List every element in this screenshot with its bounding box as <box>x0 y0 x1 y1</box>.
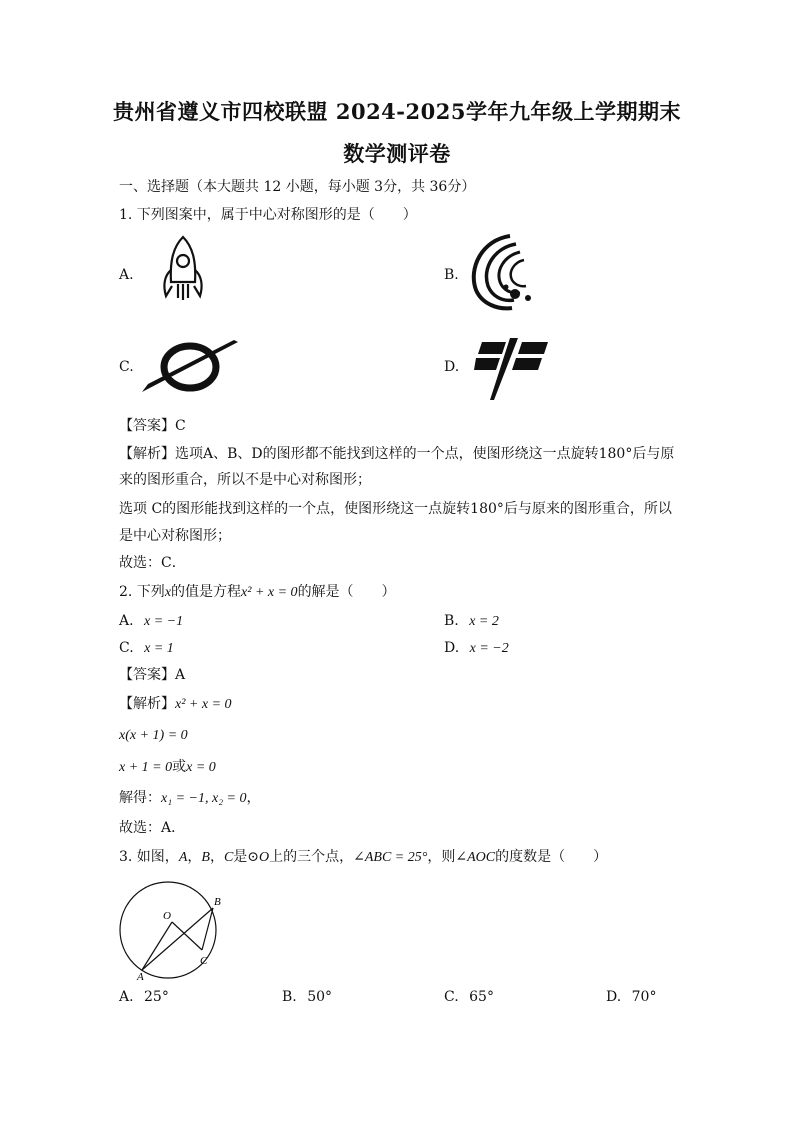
option-label: C. <box>444 989 459 1005</box>
or-word: 或 <box>172 759 187 775</box>
solve-end: ， <box>246 790 261 806</box>
equation-step: x² + x = 0 <box>175 697 232 712</box>
option-label: D. <box>606 989 622 1005</box>
circle-geometry-figure <box>112 878 232 982</box>
q1-analysis-line: 【解析】选项A、B、D的图形都不能找到这样的一个点，使图形绕这一点旋转180°后与原 <box>119 446 675 462</box>
option-value: x = −1 <box>144 614 184 629</box>
q1-stem: 1. 下列图案中，属于中心对称图形的是（ ） <box>119 207 417 223</box>
q3-option-d <box>606 987 656 1007</box>
equation-step: x = 0 <box>186 760 216 775</box>
option-value: x = 2 <box>469 614 499 629</box>
slashed-oval-icon <box>142 338 240 396</box>
q2-stem-prefix: 2. 下列 <box>119 584 165 600</box>
q1-analysis-line: 来的图形重合，所以不是中心对称图形； <box>119 472 371 488</box>
option-label: C. <box>119 640 134 656</box>
q1-answer: 【答案】C <box>119 418 186 434</box>
point-label: A <box>178 850 188 865</box>
separator: ， <box>209 849 224 865</box>
figure-label-c: C <box>200 955 208 967</box>
rocket-icon <box>158 234 208 304</box>
target-angle: ∠AOC <box>455 850 496 865</box>
q2-step-3 <box>119 757 216 778</box>
option-label: B. <box>282 989 297 1005</box>
q3-option-a <box>119 987 169 1007</box>
q2-stem-mid: 的值是方程 <box>171 584 242 600</box>
figure-label-o: O <box>163 910 171 922</box>
equation-step: x(x + 1) = 0 <box>119 728 188 743</box>
q3-option-b <box>282 987 332 1007</box>
section-header: 一、选择题（本大题共 12 小题，每小题 3分，共 36分） <box>119 179 476 195</box>
q2-analysis <box>119 694 232 715</box>
point-label: C <box>223 850 234 865</box>
equation-step: x + 1 = 0 <box>119 760 173 775</box>
option-value: 50° <box>307 989 333 1005</box>
q1-option-a-label: A. <box>119 267 134 283</box>
q1-analysis-line: 是中心对称图形； <box>119 528 231 544</box>
option-label: B. <box>444 613 459 629</box>
q3-option-c <box>444 987 494 1007</box>
option-label: D. <box>444 640 460 656</box>
option-label: A. <box>119 613 134 629</box>
q1-option-b-label: B. <box>444 267 459 283</box>
option-value: x = −2 <box>469 641 509 656</box>
q3-stem-mid: 是 <box>233 849 248 865</box>
q2-option-b <box>444 611 499 632</box>
q2-option-d <box>444 638 509 659</box>
document-title: 贵州省遵义市四校联盟 2024-2025学年九年级上学期期末 <box>113 99 681 124</box>
q3-stem-prefix: 3. 如图， <box>119 849 179 865</box>
q1-conclusion: 故选：C． <box>119 555 186 571</box>
solve-label: 解得： <box>119 790 161 806</box>
figure-label-b: B <box>214 896 221 908</box>
q3-stem <box>119 847 607 868</box>
q1-option-c-label: C. <box>119 359 134 375</box>
q3-stem-suffix: 的度数是（ ） <box>495 849 608 865</box>
q2-option-c <box>119 638 174 659</box>
q2-stem-variable: x <box>164 585 172 600</box>
q3-stem-mid3: ，则 <box>427 849 456 865</box>
q2-stem-suffix: 的解是（ ） <box>297 584 396 600</box>
separator: ， <box>187 849 202 865</box>
solve-value: x₁ = −1, x₂ = 0 <box>161 791 247 806</box>
circle-name: ⊙O <box>247 850 270 865</box>
point-label: B <box>201 850 210 865</box>
satellite-logo-icon <box>474 338 552 402</box>
option-value: 70° <box>631 989 657 1005</box>
option-value: 65° <box>469 989 494 1005</box>
q3-stem-mid2: 上的三个点， <box>269 849 354 865</box>
orbit-arcs-icon <box>466 232 538 312</box>
q1-option-d-label: D. <box>444 359 460 375</box>
q2-conclusion: 故选：A． <box>119 820 186 836</box>
q2-option-a <box>119 611 183 632</box>
q2-solution <box>119 788 261 809</box>
option-value: 25° <box>144 989 169 1005</box>
q2-stem-equation: x² + x = 0 <box>241 585 298 600</box>
q2-answer: 【答案】A <box>119 667 186 683</box>
option-label: A. <box>119 989 134 1005</box>
q1-analysis-line: 选项 C的图形能找到这样的一个点，使图形绕这一点旋转180°后与原来的图形重合，所以 <box>119 501 672 517</box>
option-value: x = 1 <box>144 641 174 656</box>
figure-label-a: A <box>137 971 144 982</box>
q2-stem <box>119 582 396 603</box>
document-subtitle: 数学测评卷 <box>343 141 451 166</box>
given-angle: ∠ABC = 25° <box>353 850 428 865</box>
analysis-label: 【解析】 <box>119 696 175 712</box>
